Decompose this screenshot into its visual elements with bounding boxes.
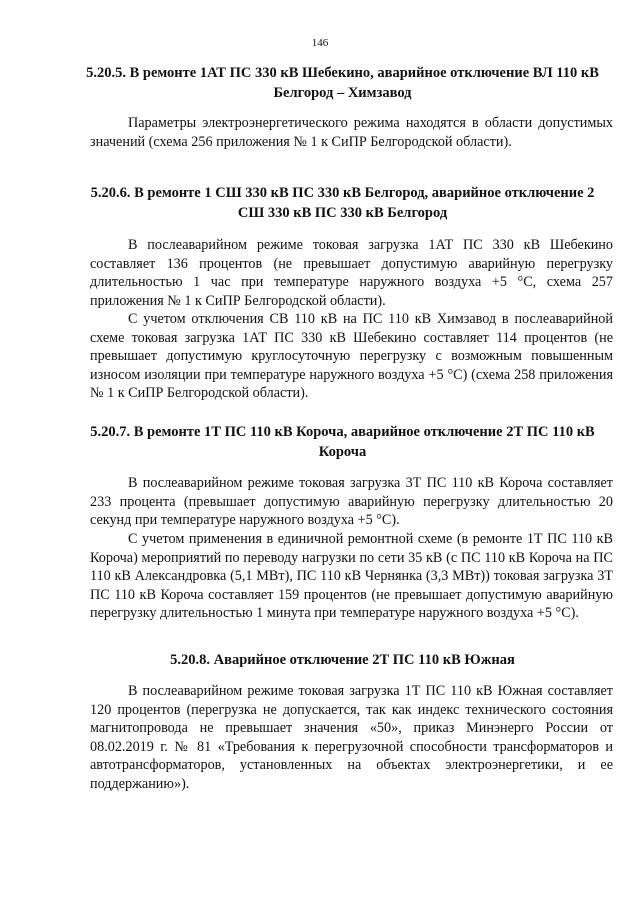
paragraph: С учетом применения в единичной ремонтной схеме (в ремонте 1Т ПС 110 кВ Короча) мероприятий по переводу нагрузки по сети 35 кВ (с ПС 110 кВ Короча на ПС 110 кВ Александровка (5,1 МВт), ПС 110 кВ Чернянка (3,3 МВт)) токовая загрузка 3Т ПС 110 кВ Короча составляет 159 процентов (не превышает допустимую аварийную перегрузку длительностью 1 минута при температуре наружного воздуха +5 °С). — [90, 531, 613, 622]
section-heading-5-20-8: 5.20.8. Аварийное отключение 2Т ПС 110 кВ Южная — [170, 652, 515, 668]
paragraph: С учетом отключения СВ 110 кВ на ПС 110 кВ Химзавод в послеаварийной схеме токовая загрузка 1АТ ПС 330 кВ Шебекино составляет 114 процентов (не превышает допустимую круглосуточную перегрузку с возможным повышенным износом изоляции при температуре наружного воздуха +5 °С) (схема 258 приложения № 1 к СиПР Белгородской области). — [90, 311, 613, 402]
paragraph: В послеаварийном режиме токовая загрузка 1Т ПС 110 кВ Южная составляет 120 процентов (перегрузка не допускается, так как индекс технического состояния магнитопровода не превышает значения «50», приказ Минэнерго России от 08.02.2019 г. № 81 «Требования к перегрузочной способности трансформаторов и автотрансформаторов, установленных на объектах электроэнергетики, и ее поддержанию»). — [90, 683, 613, 792]
section-heading-5-20-6: 5.20.6. В ремонте 1 СШ 330 кВ ПС 330 кВ Белгород, аварийное отключение 2 СШ 330 кВ ПС 330 кВ Белгород — [90, 185, 595, 221]
section-heading-5-20-5: 5.20.5. В ремонте 1АТ ПС 330 кВ Шебекино, аварийное отключение ВЛ 110 кВ Белгород – Химзавод — [86, 65, 599, 101]
paragraph: В послеаварийном режиме токовая загрузка 3Т ПС 110 кВ Короча составляет 233 процента (превышает допустимую аварийную перегрузку длительностью 20 секунд при температуре наружного воздуха +5 °С). — [90, 475, 613, 529]
section-heading-5-20-7: 5.20.7. В ремонте 1Т ПС 110 кВ Короча, аварийное отключение 2Т ПС 110 кВ Короча — [90, 424, 595, 460]
page-number: 146 — [311, 37, 329, 49]
paragraph: В послеаварийном режиме токовая загрузка 1АТ ПС 330 кВ Шебекино составляет 136 процентов (не превышает допустимую аварийную перегрузку длительностью 1 час при температуре наружного воздуха +5 °С, схема 257 приложения № 1 к СиПР Белгородской области). — [90, 237, 613, 309]
paragraph: Параметры электроэнергетического режима находятся в области допустимых значений (схема 256 приложения № 1 к СиПР Белгородской области). — [90, 115, 613, 150]
